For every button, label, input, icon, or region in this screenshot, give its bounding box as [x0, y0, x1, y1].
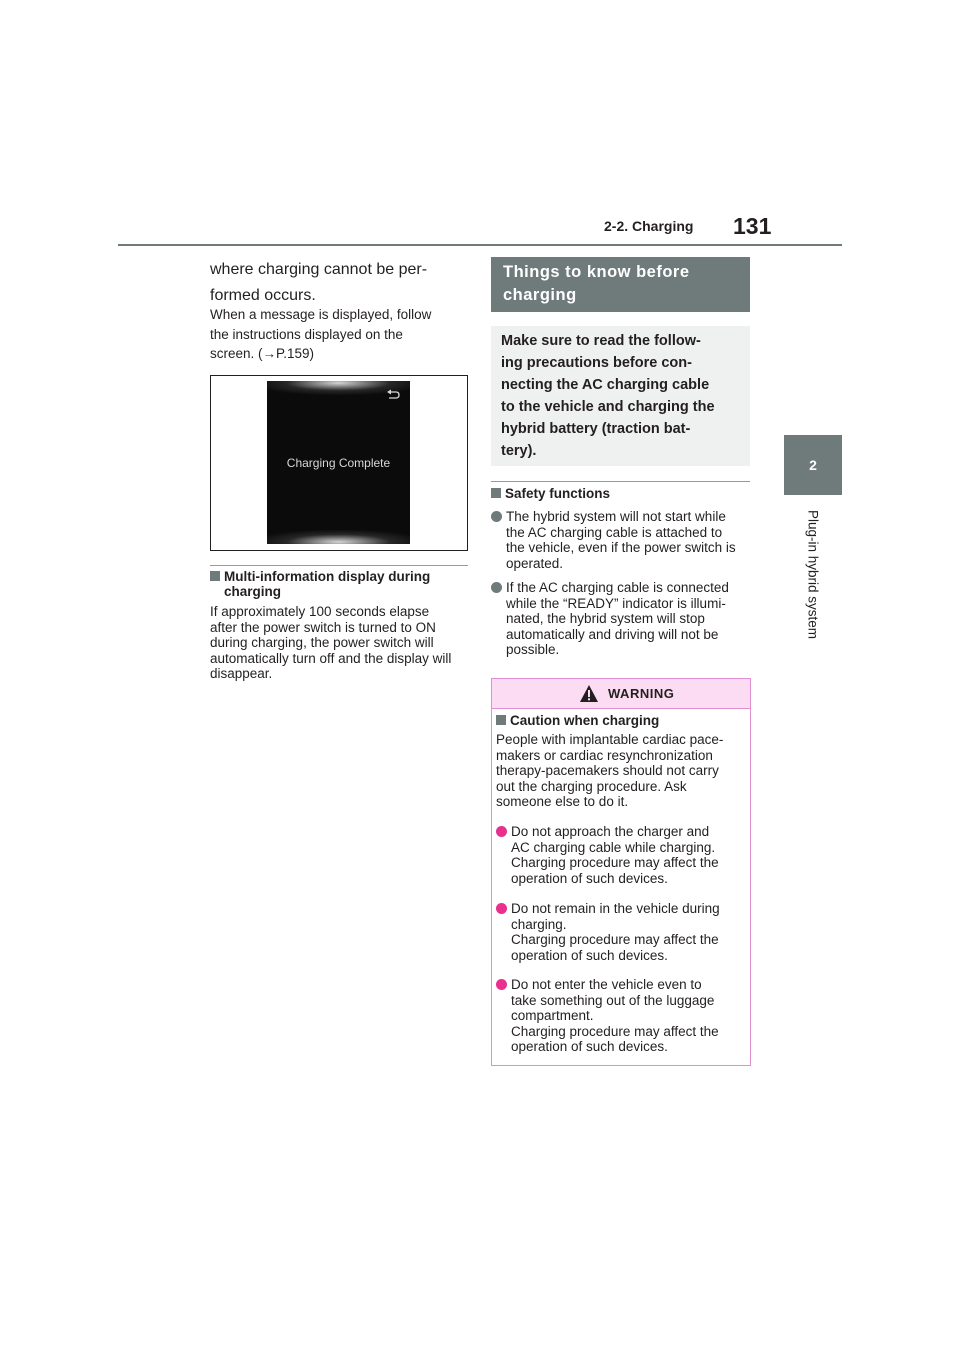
bullet-dot-icon — [496, 826, 507, 837]
body-line: disappear. — [210, 666, 273, 681]
item-line: possible. — [506, 642, 560, 657]
item-line: take something out of the luggage — [511, 992, 715, 1008]
intro-line: People with implantable cardiac pace- — [496, 732, 724, 747]
intro-line: out the charging procedure. Ask — [496, 778, 687, 794]
item-line: Charging procedure may affect the — [511, 1023, 719, 1039]
item-line: Do not approach the charger and — [511, 824, 710, 839]
item-line: Do not remain in the vehicle during — [511, 901, 720, 916]
return-arrow-icon — [386, 389, 400, 399]
screen-message: Charging Complete — [286, 456, 391, 470]
body-line: automatically turn off and the display will — [210, 650, 452, 666]
body-line: after the power switch is turned to ON — [210, 619, 436, 635]
item-line: The hybrid system will not start while — [506, 509, 726, 524]
warning-header — [492, 679, 750, 709]
screen-glow-bottom — [267, 530, 410, 544]
intro-line: someone else to do it. — [496, 794, 629, 809]
item-line: Charging procedure may affect the — [511, 932, 719, 947]
note-line-page-reference[interactable]: screen. (→P.159) — [210, 346, 315, 361]
heading-line: Things to know before — [503, 263, 690, 281]
section-title: 2-2. Charging — [604, 218, 694, 234]
body-line: during charging, the power switch will — [210, 635, 434, 650]
item-line: the AC charging cable is attached to — [506, 524, 723, 540]
left-intro — [210, 257, 470, 309]
precaution-line: to the vehicle and charging the — [501, 399, 715, 415]
warning-triangle-icon — [579, 684, 599, 703]
bullet-dot-icon — [491, 511, 502, 522]
item-line: AC charging cable while charging. — [511, 839, 716, 855]
precaution-line: necting the AC charging cable — [501, 377, 710, 393]
page-number: 131 — [733, 213, 772, 239]
bullet-dot-icon — [491, 582, 502, 593]
bullet-dot-icon — [496, 903, 507, 914]
multi-info-body — [210, 604, 472, 682]
heading-line: charging — [503, 286, 577, 304]
list-item — [496, 977, 748, 1057]
item-line: compartment. — [511, 1008, 594, 1023]
intro-line: makers or cardiac resynchronization — [496, 747, 713, 763]
header-rule — [118, 244, 842, 246]
chapter-tab[interactable]: 2 — [784, 435, 842, 495]
subhead-text: Caution when charging — [510, 713, 660, 728]
intro-line: where charging cannot be per- — [210, 261, 428, 278]
note-line: When a message is displayed, follow — [210, 307, 432, 322]
item-line: Do not enter the vehicle even to — [511, 977, 702, 992]
list-item — [491, 580, 753, 660]
item-line: Charging procedure may affect the — [511, 855, 719, 870]
subhead-line: charging — [224, 584, 282, 599]
subhead-text: Safety functions — [505, 486, 611, 501]
precaution-line: Make sure to read the follow- — [501, 333, 701, 349]
things-to-know-heading — [491, 257, 750, 312]
caution-intro — [496, 732, 748, 810]
square-bullet-icon — [491, 488, 501, 498]
precaution-line: hybrid battery (traction bat- — [501, 421, 691, 437]
display-illustration — [210, 375, 468, 551]
chapter-label — [784, 510, 842, 660]
left-note — [210, 305, 470, 364]
intro-line: therapy-pacemakers should not carry — [496, 763, 719, 778]
item-line: the vehicle, even if the power switch is — [506, 540, 736, 555]
item-line: If the AC charging cable is connected — [506, 580, 729, 595]
section-divider — [210, 565, 468, 566]
list-item — [496, 824, 748, 888]
safety-functions-subheading — [491, 486, 610, 501]
precaution-line: tery). — [501, 443, 537, 459]
note-line: the instructions displayed on the — [210, 326, 403, 342]
caution-subheading — [496, 713, 659, 728]
body-line: If approximately 100 seconds elapse — [210, 604, 430, 619]
item-line: nated, the hybrid system will stop — [506, 611, 705, 626]
section-divider — [491, 481, 750, 482]
multi-info-subheading — [210, 569, 472, 599]
warning-box — [491, 678, 751, 1066]
precaution-line: ing precautions before con- — [501, 355, 692, 371]
multi-information-display-screen — [267, 381, 410, 544]
intro-line: formed occurs. — [210, 287, 316, 304]
item-line: while the “READY” indicator is illumi- — [506, 595, 726, 611]
bullet-dot-icon — [496, 979, 507, 990]
precaution-callout — [491, 326, 750, 466]
subhead-line: Multi-information display during — [224, 569, 431, 584]
list-item — [491, 509, 753, 573]
square-bullet-icon — [496, 715, 506, 725]
item-line: operation of such devices. — [511, 947, 668, 963]
warning-title: WARNING — [608, 686, 675, 701]
chapter-label-text: Plug-in hybrid system — [805, 510, 821, 640]
item-line: charging. — [511, 916, 567, 932]
item-line: operated. — [506, 555, 564, 571]
list-item — [496, 901, 748, 965]
item-line: operation of such devices. — [511, 1039, 668, 1054]
item-line: operation of such devices. — [511, 870, 668, 886]
item-line: automatically and driving will not be — [506, 626, 719, 642]
square-bullet-icon — [210, 571, 220, 581]
